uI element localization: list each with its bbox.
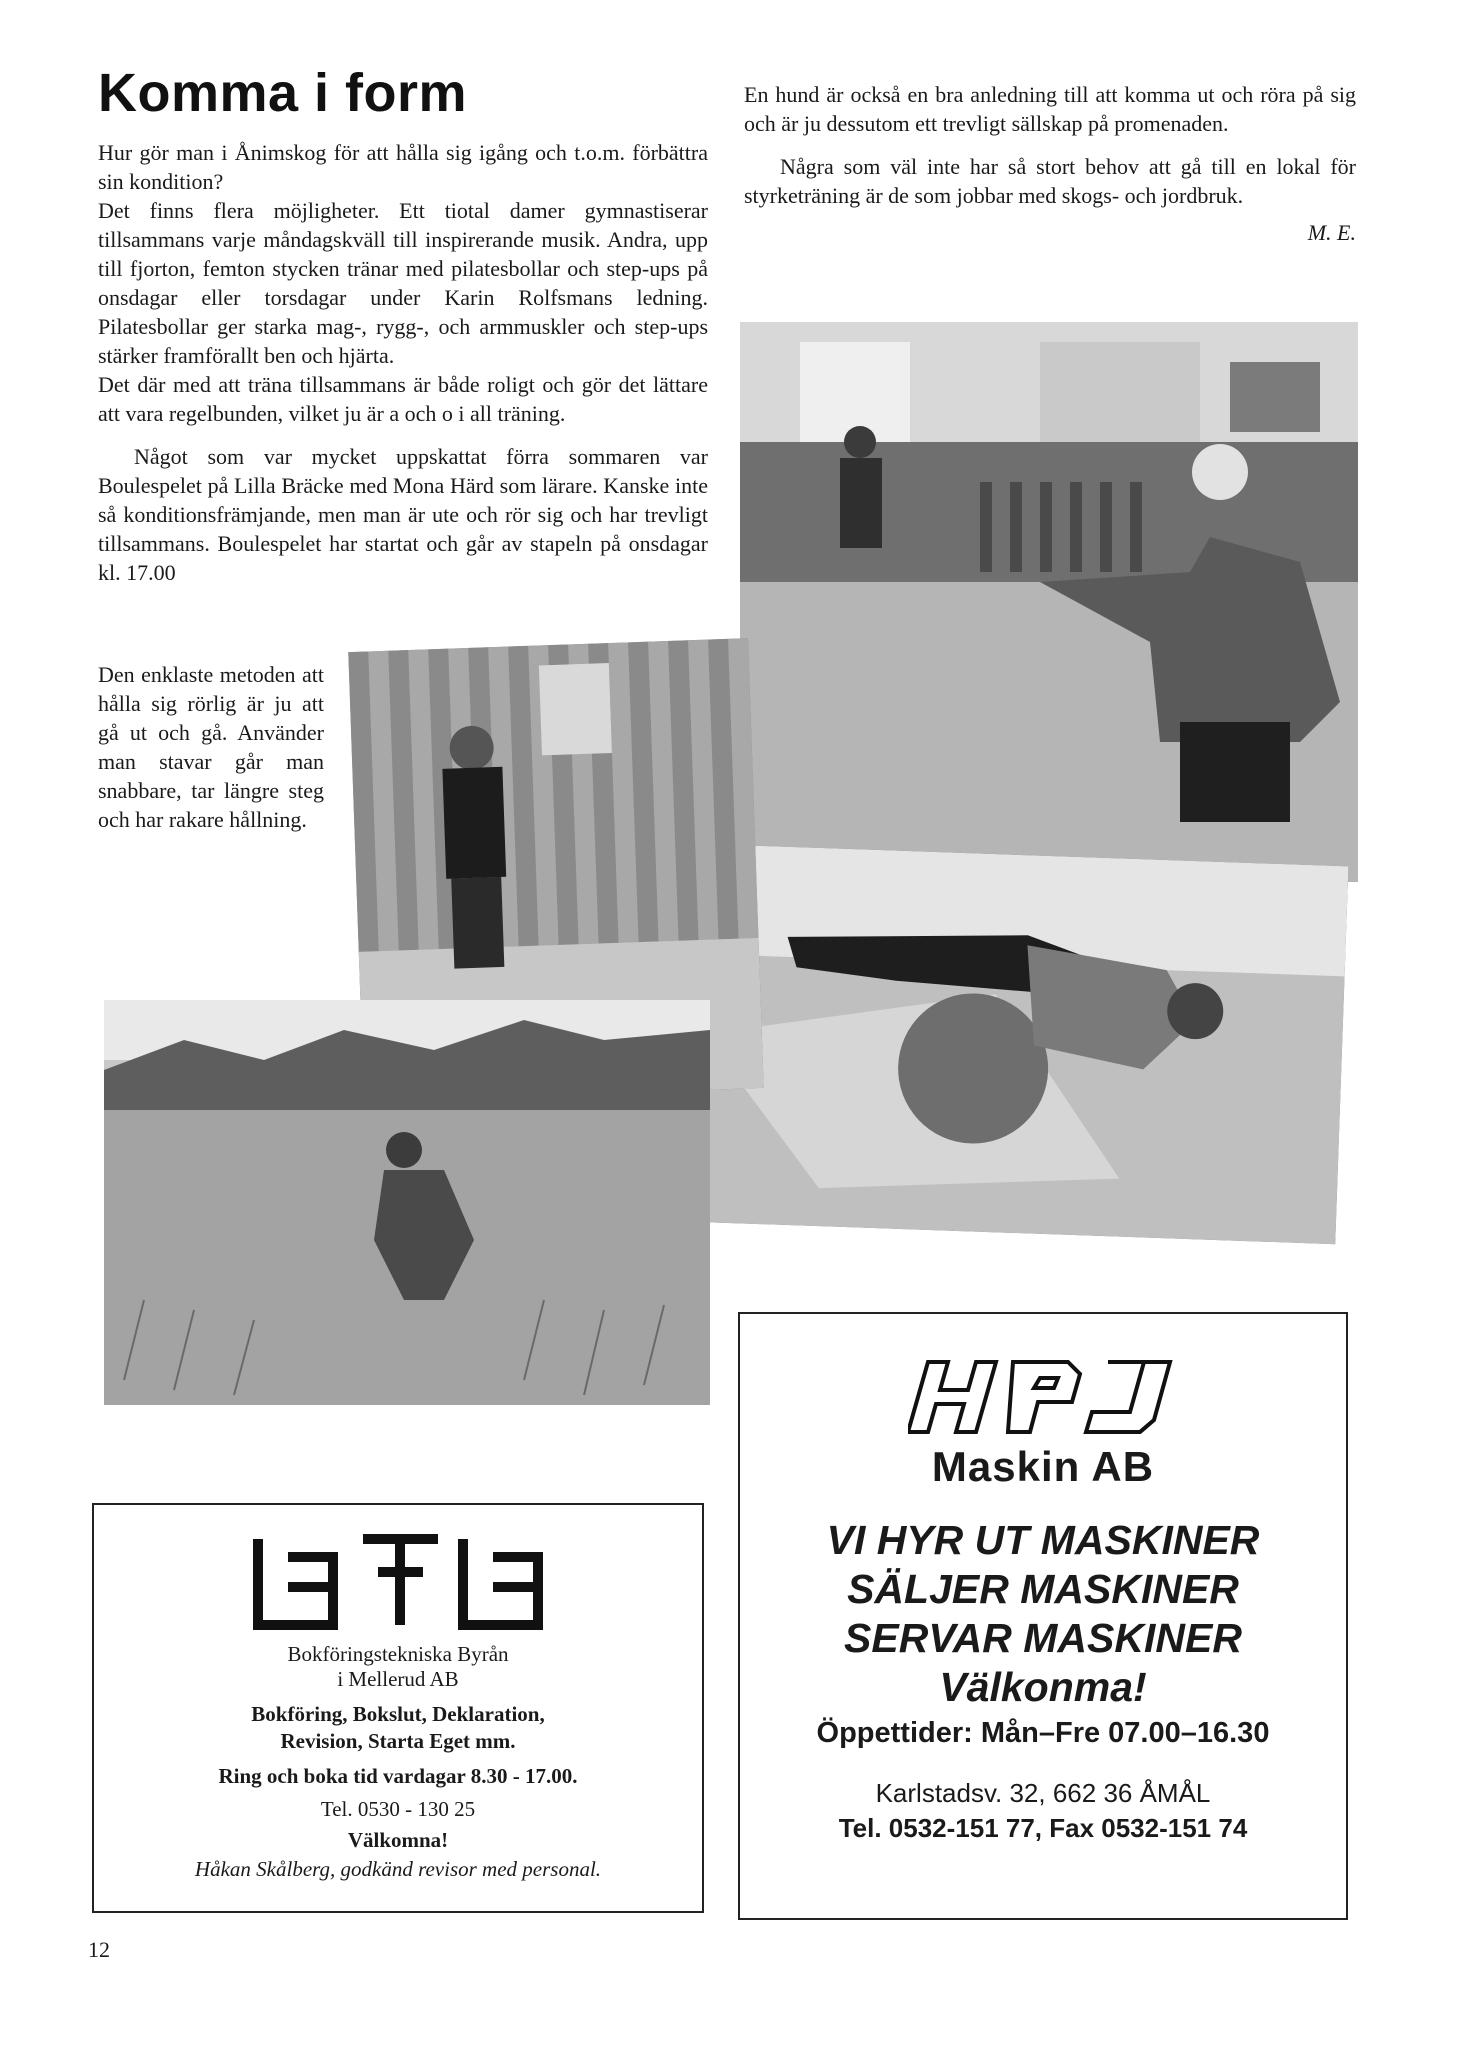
photo-pilates-ball: [688, 844, 1349, 1244]
btb-services: Bokföring, Bokslut, Deklaration,: [251, 1702, 545, 1726]
paragraph: Hur gör man i Ånimskog för att hålla sig igång och t.o.m. förbättra sin kondition?: [98, 140, 708, 194]
hpj-rent: VI HYR UT MASKINER: [826, 1517, 1260, 1563]
hpj-logo-graphic: [908, 1352, 1178, 1442]
hpj-welcome: Välkonma!: [939, 1664, 1147, 1710]
hpj-company: Maskin AB: [931, 1443, 1155, 1490]
btb-name: Bokföringstekniska Byrån: [287, 1642, 509, 1666]
btb-logo: [94, 1527, 702, 1642]
btb-services: Revision, Starta Eget mm.: [280, 1729, 516, 1753]
photo-gym-hall: [740, 322, 1358, 882]
btb-welcome: Välkomna!: [347, 1828, 449, 1852]
hpj-phone: Tel. 0532-151 77, Fax 0532-151 74: [838, 1813, 1248, 1843]
btb-logo-graphic: [248, 1527, 548, 1637]
paragraph: Det finns flera möjligheter. Ett tiotal damer gymnastiserar tillsammans varje måndagskväll till inspirerande musik. Andra, upp till fjorton, femton stycken tränar med pilatesbollar och step-ups på onsdagar eller torsdagar under Karin Rolfsmans ledning. Pilatesbollar ger starka mag-, rygg-, och armmuskler och step-ups stärker framförallt ben och hjärta.: [98, 198, 708, 368]
article-title: Komma i form: [98, 63, 468, 123]
btb-contact-person: Håkan Skålberg, godkänd revisor med personal.: [194, 1857, 602, 1881]
paragraph: Några som väl inte har så stort behov att gå till en lokal för styrketräning är de som jobbar med skogs- och jordbruk.: [744, 154, 1356, 208]
hpj-opening-hours: Öppettider: Mån–Fre 07.00–16.30: [816, 1717, 1270, 1749]
hpj-service: SERVAR MASKINER: [844, 1615, 1242, 1661]
walking-paragraph: Den enklaste metoden att hålla sig rörlig är ju att gå ut och gå. Använder man stavar går man snabbare, tar längre steg och har rakare hållning.: [98, 662, 324, 832]
right-column: [744, 80, 1356, 247]
hpj-logo: [740, 1352, 1346, 1447]
photo-field-work: [104, 1000, 710, 1405]
signature: M. E.: [1307, 220, 1356, 245]
paragraph: En hund är också en bra anledning till att komma ut och röra på sig och är ju dessutom ett trevligt sällskap på promenaden.: [744, 82, 1356, 136]
page-number: 12: [88, 1937, 110, 1962]
btb-location: i Mellerud AB: [337, 1667, 459, 1691]
hpj-address: Karlstadsv. 32, 662 36 ÅMÅL: [875, 1778, 1211, 1808]
paragraph: Det där med att träna tillsammans är både roligt och gör det lättare att vara regelbunden, vilket ju är a och o i all träning.: [98, 372, 708, 426]
paragraph: Något som var mycket uppskattat förra sommaren var Boulespelet på Lilla Bräcke med Mona Härd som lärare. Kanske inte så konditionsfrämjande, men man är ute och rör sig och har trevligt tillsammans. Boulespelet har startat och går av stapeln på onsdagar kl. 17.00: [98, 444, 708, 585]
btb-phone: Tel. 0530 - 130 25: [320, 1797, 476, 1821]
left-column: [98, 138, 708, 587]
btb-advertisement: [92, 1503, 704, 1913]
hpj-sell: SÄLJER MASKINER: [847, 1566, 1239, 1612]
hpj-advertisement: [738, 1312, 1348, 1920]
btb-call-hours: Ring och boka tid vardagar 8.30 - 17.00.: [218, 1764, 578, 1788]
